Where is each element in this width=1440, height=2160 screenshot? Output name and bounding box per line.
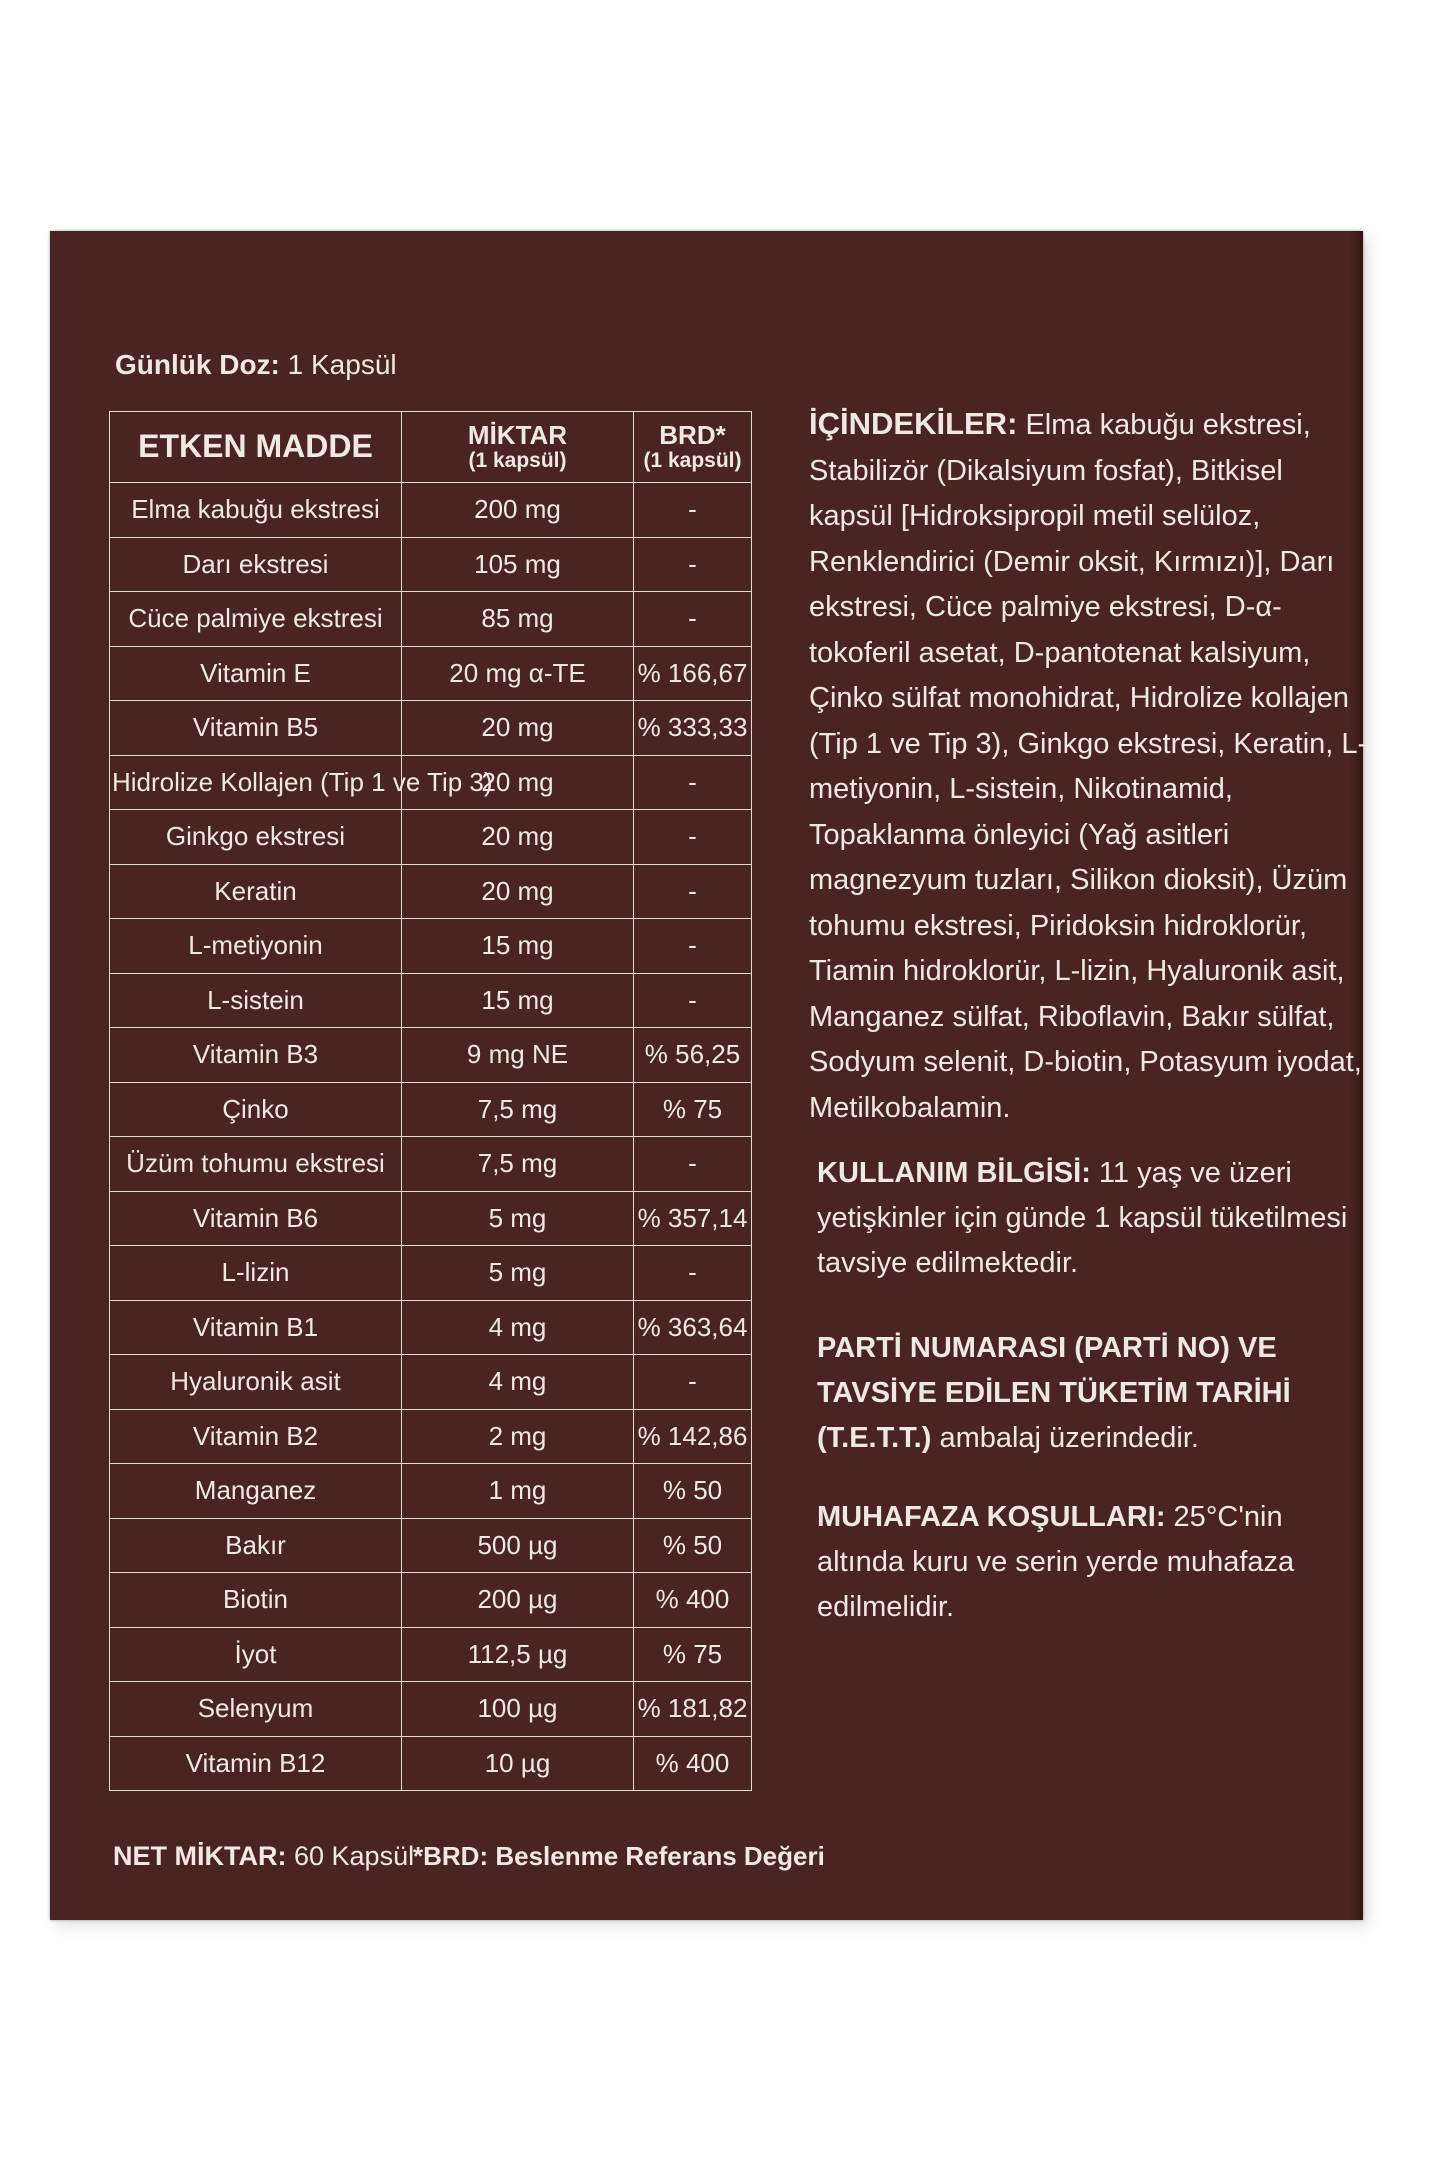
ingredients-block <box>809 401 1369 1131</box>
ingredient-amount: 200 µg <box>402 1573 634 1628</box>
ingredient-brd: % 142,86 <box>634 1409 752 1464</box>
ingredient-brd: % 363,64 <box>634 1300 752 1355</box>
ingredient-name: Vitamin B12 <box>110 1736 402 1791</box>
ingredient-name: L-lizin <box>110 1246 402 1301</box>
table-row <box>110 755 752 810</box>
ingredient-name: Manganez <box>110 1464 402 1519</box>
batch-text: ambalaj üzerindedir. <box>931 1422 1199 1454</box>
ingredient-amount: 15 mg <box>402 973 634 1028</box>
table-row <box>110 973 752 1028</box>
ingredient-amount: 20 mg <box>402 755 634 810</box>
ingredient-amount: 85 mg <box>402 592 634 647</box>
table-row <box>110 1137 752 1192</box>
ingredient-name: Vitamin B1 <box>110 1300 402 1355</box>
net-amount-value: 60 Kapsül <box>294 1841 415 1871</box>
ingredient-amount: 100 µg <box>402 1682 634 1737</box>
ingredient-brd: - <box>634 973 752 1028</box>
nutrition-table <box>109 411 752 1791</box>
ingredient-amount: 15 mg <box>402 919 634 974</box>
ingredient-name: L-metiyonin <box>110 919 402 974</box>
ingredient-amount: 7,5 mg <box>402 1082 634 1137</box>
table-row <box>110 1573 752 1628</box>
ingredient-brd: - <box>634 483 752 538</box>
table-row <box>110 592 752 647</box>
ingredient-brd: % 181,82 <box>634 1682 752 1737</box>
ingredient-amount: 20 mg <box>402 701 634 756</box>
net-amount-label: NET MİKTAR: <box>113 1841 287 1871</box>
table-row <box>110 1409 752 1464</box>
ingredient-brd: - <box>634 1137 752 1192</box>
product-box-back <box>50 231 1368 1920</box>
net-amount <box>113 1841 414 1872</box>
ingredient-name: Biotin <box>110 1573 402 1628</box>
table-row <box>110 701 752 756</box>
storage-label: MUHAFAZA KOŞULLARI: <box>817 1501 1166 1533</box>
table-body <box>110 483 752 1791</box>
table-row <box>110 483 752 538</box>
ingredient-name: Hidrolize Kollajen (Tip 1 ve Tip 3) <box>110 755 402 810</box>
table-row <box>110 864 752 919</box>
table-row <box>110 1246 752 1301</box>
ingredient-amount: 10 µg <box>402 1736 634 1791</box>
table-row <box>110 1191 752 1246</box>
usage-text: 11 yaş ve üzeri yetişkinler için günde 1 kapsül tüketilmesi tavsiye edilmektedir. <box>817 1157 1348 1279</box>
ingredient-name: İyot <box>110 1627 402 1682</box>
usage-label: KULLANIM BİLGİSİ: <box>817 1157 1091 1189</box>
table-row <box>110 1300 752 1355</box>
ingredient-brd: % 333,33 <box>634 701 752 756</box>
ingredient-brd: % 400 <box>634 1736 752 1791</box>
ingredient-amount: 5 mg <box>402 1246 634 1301</box>
ingredient-name: Vitamin E <box>110 646 402 701</box>
brd-footnote: *BRD: Beslenme Referans Değeri <box>413 1841 825 1871</box>
table-row <box>110 1627 752 1682</box>
ingredient-brd: % 166,67 <box>634 646 752 701</box>
ingredient-amount: 2 mg <box>402 1409 634 1464</box>
ingredients-label: İÇİNDEKİLER: <box>809 406 1018 441</box>
table-header-row <box>110 412 752 483</box>
ingredient-name: Vitamin B3 <box>110 1028 402 1083</box>
ingredient-amount: 9 mg NE <box>402 1028 634 1083</box>
ingredient-brd: - <box>634 755 752 810</box>
daily-dose-value: 1 Kapsül <box>287 349 397 380</box>
ingredient-name: Ginkgo ekstresi <box>110 810 402 865</box>
ingredient-brd: % 75 <box>634 1627 752 1682</box>
ingredient-name: Vitamin B6 <box>110 1191 402 1246</box>
table-row <box>110 1355 752 1410</box>
ingredient-amount: 112,5 µg <box>402 1627 634 1682</box>
storage-block <box>817 1495 1357 1630</box>
table-row <box>110 1028 752 1083</box>
ingredient-brd: % 357,14 <box>634 1191 752 1246</box>
ingredient-brd: - <box>634 1246 752 1301</box>
ingredient-brd: % 50 <box>634 1464 752 1519</box>
table-row <box>110 1682 752 1737</box>
table-row <box>110 919 752 974</box>
ingredient-amount: 500 µg <box>402 1518 634 1573</box>
ingredient-amount: 7,5 mg <box>402 1137 634 1192</box>
ingredient-amount: 5 mg <box>402 1191 634 1246</box>
ingredient-name: Hyaluronik asit <box>110 1355 402 1410</box>
ingredient-brd: - <box>634 864 752 919</box>
ingredient-name: Vitamin B5 <box>110 701 402 756</box>
ingredient-amount: 4 mg <box>402 1355 634 1410</box>
ingredient-name: L-sistein <box>110 973 402 1028</box>
header-active-ingredient: ETKEN MADDE <box>110 412 402 483</box>
table-row <box>110 537 752 592</box>
ingredient-amount: 4 mg <box>402 1300 634 1355</box>
ingredient-amount: 200 mg <box>402 483 634 538</box>
usage-block <box>817 1151 1357 1286</box>
daily-dose-label: Günlük Doz: <box>115 349 280 380</box>
ingredient-brd: % 56,25 <box>634 1028 752 1083</box>
ingredient-brd: - <box>634 592 752 647</box>
ingredient-name: Cüce palmiye ekstresi <box>110 592 402 647</box>
ingredient-brd: % 400 <box>634 1573 752 1628</box>
ingredient-brd: - <box>634 1355 752 1410</box>
batch-label: PARTİ NUMARASI (PARTİ NO) VE TAVSİYE EDİLEN TÜKETİM TARİHİ (T.E.T.T.) <box>817 1332 1291 1454</box>
ingredient-name: Bakır <box>110 1518 402 1573</box>
ingredient-name: Vitamin B2 <box>110 1409 402 1464</box>
ingredient-amount: 20 mg <box>402 810 634 865</box>
table-row <box>110 1082 752 1137</box>
ingredient-name: Selenyum <box>110 1682 402 1737</box>
ingredient-name: Elma kabuğu ekstresi <box>110 483 402 538</box>
ingredient-brd: % 50 <box>634 1518 752 1573</box>
table-row <box>110 1518 752 1573</box>
table-row <box>110 646 752 701</box>
ingredients-text: Elma kabuğu ekstresi, Stabilizör (Dikalsiyum fosfat), Bitkisel kapsül [Hidroksipropil metil selüloz, Renklendirici (Demir oksit, Kırmızı)], Darı ekstresi, Cüce palmiye ekstresi, D-α-tokoferil asetat, D-pantotenat kalsiyum, Çinko sülfat monohidrat, Hidrolize kollajen (Tip 1 ve Tip 3), Ginkgo ekstresi, Keratin, L-metiyonin, L-sistein, Nikotinamid, Topaklanma önleyici (Yağ asitleri magnezyum tuzları, Silikon dioksit), Üzüm tohumu ekstresi, Piridoksin hidroklorür, Tiamin hidroklorür, L-lizin, Hyaluronik asit, Manganez sülfat, Riboflavin, Bakır sülfat, Sodyum selenit, D-biotin, Potasyum iyodat, Metilkobalamin. <box>809 409 1368 1124</box>
ingredient-brd: - <box>634 537 752 592</box>
ingredient-name: Darı ekstresi <box>110 537 402 592</box>
ingredient-amount: 20 mg α-TE <box>402 646 634 701</box>
header-amount: MİKTAR (1 kapsül) <box>402 412 634 483</box>
ingredient-amount: 20 mg <box>402 864 634 919</box>
ingredient-name: Üzüm tohumu ekstresi <box>110 1137 402 1192</box>
table-row <box>110 1464 752 1519</box>
ingredient-brd: - <box>634 919 752 974</box>
header-brd: BRD* (1 kapsül) <box>634 412 752 483</box>
ingredient-brd: % 75 <box>634 1082 752 1137</box>
storage-text: 25°C'nin altında kuru ve serin yerde muhafaza edilmelidir. <box>817 1501 1295 1623</box>
table-row <box>110 810 752 865</box>
ingredient-brd: - <box>634 810 752 865</box>
ingredient-name: Keratin <box>110 864 402 919</box>
batch-block <box>817 1326 1362 1461</box>
ingredient-name: Çinko <box>110 1082 402 1137</box>
daily-dose <box>115 349 397 381</box>
table-row <box>110 1736 752 1791</box>
ingredient-amount: 1 mg <box>402 1464 634 1519</box>
ingredient-amount: 105 mg <box>402 537 634 592</box>
